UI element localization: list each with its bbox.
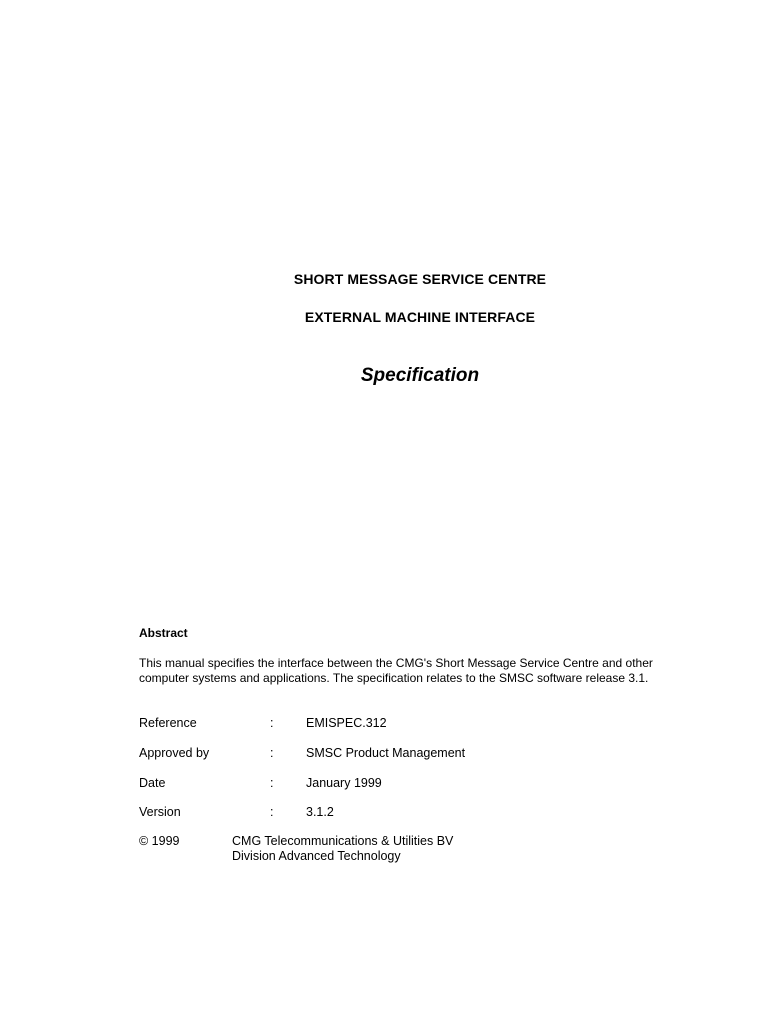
field-separator: : <box>270 716 274 730</box>
field-value: EMISPEC.312 <box>306 716 387 730</box>
document-title-line1: SHORT MESSAGE SERVICE CENTRE <box>293 271 547 287</box>
abstract-heading: Abstract <box>139 626 188 640</box>
field-label: Reference <box>139 716 197 730</box>
field-value: 3.1.2 <box>306 805 334 819</box>
field-value: SMSC Product Management <box>306 746 466 760</box>
copyright-year: © 1999 <box>139 834 180 848</box>
field-label: Approved by <box>139 746 210 760</box>
field-separator: : <box>270 776 274 790</box>
abstract-body: This manual specifies the interface between the CMG's Short Message Service Centre and other computer systems and applications. The specification relates to the SMSC software release 3.1. <box>139 656 653 685</box>
document-subtitle: Specification <box>360 365 480 386</box>
copyright-division: Division Advanced Technology <box>232 849 401 863</box>
field-separator: : <box>270 746 274 760</box>
field-value: January 1999 <box>306 776 382 790</box>
document-title-line2: EXTERNAL MACHINE INTERFACE <box>304 309 536 325</box>
copyright-company: CMG Telecommunications & Utilities BV <box>232 834 454 848</box>
field-label: Date <box>139 776 166 790</box>
field-separator: : <box>270 805 274 819</box>
field-label: Version <box>139 805 181 819</box>
